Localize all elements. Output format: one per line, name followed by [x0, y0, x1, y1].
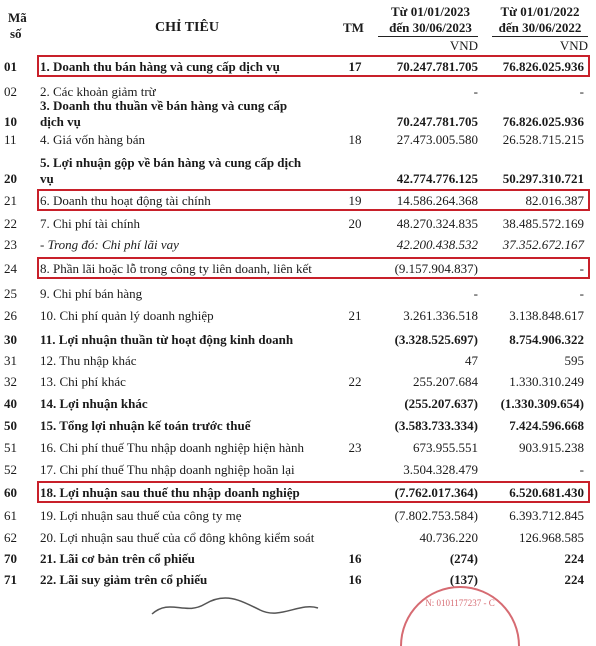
header-indicator: CHỈ TIÊU: [155, 20, 219, 35]
row-value-2023: 42.774.776.125: [396, 171, 478, 186]
row-value-2023: (274): [449, 551, 478, 566]
header-period1-line1: Từ 01/01/2023: [391, 4, 470, 19]
row-code: 30: [4, 332, 17, 347]
row-code: 60: [4, 485, 17, 500]
row-code: 32: [4, 374, 17, 389]
row-value-2023: 27.473.005.580: [396, 132, 478, 147]
highlight-box-24: [37, 257, 590, 279]
row-value-2022: -: [579, 84, 584, 99]
row-code: 10: [4, 114, 17, 129]
row-note: 20: [348, 216, 362, 231]
row-label: 6. Doanh thu hoạt động tài chính: [40, 193, 211, 208]
company-stamp: [400, 586, 520, 646]
row-value-2022: 50.297.310.721: [502, 171, 584, 186]
row-label: 15. Tổng lợi nhuận kế toán trước thuế: [40, 418, 251, 433]
row-code: 11: [4, 132, 17, 147]
row-value-2023: -: [473, 286, 478, 301]
row-value-2022: 82.016.387: [525, 193, 584, 208]
statement-row-31: [0, 350, 596, 370]
row-value-2023: 42.200.438.532: [396, 237, 478, 252]
row-value-2023: 70.247.781.705: [396, 59, 478, 74]
statement-row-40: [0, 393, 596, 415]
statement-row-70: [0, 548, 596, 568]
row-code: 71: [4, 572, 17, 587]
row-code: 26: [4, 308, 17, 323]
header-rule-1: [378, 36, 478, 37]
header-period2-line2: đến 30/06/2022: [498, 20, 582, 35]
statement-row-26: [0, 305, 596, 327]
row-value-2023: (3.328.525.697): [394, 332, 478, 347]
row-label: 2. Các khoản giảm trừ: [40, 84, 156, 99]
row-label: 12. Thu nhập khác: [40, 353, 137, 368]
row-value-2022: -: [579, 286, 584, 301]
row-value-2023: -: [473, 84, 478, 99]
row-note: 18: [348, 132, 362, 147]
row-label: 16. Chi phí thuế Thu nhập doanh nghiệp hiện hành: [40, 440, 305, 455]
row-value-2022: 1.330.310.249: [509, 374, 584, 389]
header-note: TM: [343, 20, 364, 35]
statement-row-71: [0, 569, 596, 591]
row-label: 3. Doanh thu thuần về bán hàng và cung cấp: [40, 98, 288, 113]
signature-scribble: [150, 596, 320, 616]
row-label: 11. Lợi nhuận thuần từ hoạt động kinh doanh: [40, 332, 294, 347]
row-value-2023: (3.583.733.334): [394, 418, 478, 433]
statement-row-51: [0, 437, 596, 459]
statement-row-61: [0, 505, 596, 527]
row-code: 20: [4, 171, 17, 186]
row-label-cont: vụ: [40, 171, 54, 186]
stamp-text: N: 0101177237 - C: [425, 598, 495, 608]
header-period1-line2: đến 30/06/2023: [389, 20, 472, 35]
row-code: 01: [4, 59, 17, 74]
row-value-2023: (7.762.017.364): [394, 485, 478, 500]
row-value-2022: 76.826.025.936: [502, 59, 584, 74]
row-value-2022: 37.352.672.167: [502, 237, 584, 252]
row-value-2022: -: [579, 261, 584, 276]
row-value-2023: 255.207.684: [413, 374, 478, 389]
row-value-2023: (9.157.904.837): [394, 261, 478, 276]
row-code: 51: [4, 440, 17, 455]
row-note: 16: [348, 551, 362, 566]
statement-row-30: [0, 329, 596, 351]
header-currency-2: VND: [559, 38, 588, 53]
row-label: 20. Lợi nhuận sau thuế của cổ đông không kiểm soát: [40, 530, 315, 545]
row-value-2023: (7.802.753.584): [394, 508, 478, 523]
statement-row-23: [0, 234, 596, 256]
row-value-2022: 3.138.848.617: [509, 308, 584, 323]
row-note: 17: [348, 59, 362, 74]
row-code: 21: [4, 193, 17, 208]
row-code: 22: [4, 216, 17, 231]
row-value-2023: 3.261.336.518: [403, 308, 478, 323]
row-value-2022: 7.424.596.668: [509, 418, 584, 433]
statement-row-32: [0, 371, 596, 391]
row-label: 5. Lợi nhuận gộp về bán hàng và cung cấp dịch: [40, 155, 302, 170]
row-value-2023: 673.955.551: [413, 440, 478, 455]
row-code: 02: [4, 84, 17, 99]
row-label: 19. Lợi nhuận sau thuế của công ty mẹ: [40, 508, 242, 523]
row-code: 61: [4, 508, 17, 523]
row-note: 16: [348, 572, 362, 587]
row-label: 7. Chi phí tài chính: [40, 216, 141, 231]
row-value-2022: 595: [564, 353, 584, 368]
header-rule-2: [492, 36, 588, 37]
statement-row-50: [0, 415, 596, 437]
highlight-box-21: [37, 189, 590, 211]
statement-row-10: [0, 100, 596, 128]
row-value-2022: -: [579, 462, 584, 477]
row-label: 18. Lợi nhuận sau thuế thu nhập doanh nghiệp: [40, 485, 300, 500]
statement-row-52: [0, 459, 596, 481]
row-code: 52: [4, 462, 17, 477]
row-code: 25: [4, 286, 17, 301]
row-value-2022: 38.485.572.169: [502, 216, 584, 231]
row-code: 24: [4, 261, 17, 276]
row-code: 23: [4, 237, 17, 252]
row-code: 40: [4, 396, 17, 411]
statement-row-25: [0, 283, 596, 303]
statement-row-11: [0, 129, 596, 151]
header-currency-1: VND: [449, 38, 478, 53]
row-code: 31: [4, 353, 17, 368]
row-label: 9. Chi phí bán hàng: [40, 286, 143, 301]
row-note: 19: [348, 193, 362, 208]
row-code: 70: [4, 551, 17, 566]
row-value-2022: 224: [564, 572, 584, 587]
row-label: - Trong đó: Chi phí lãi vay: [40, 237, 179, 252]
row-value-2022: (1.330.309.654): [500, 396, 584, 411]
row-value-2022: 76.826.025.936: [502, 114, 584, 129]
row-value-2023: 40.736.220: [419, 530, 478, 545]
row-note: 22: [348, 374, 362, 389]
row-code: 62: [4, 530, 17, 545]
row-label-cont: dịch vụ: [40, 114, 81, 129]
row-label: 8. Phần lãi hoặc lỗ trong công ty liên doanh, liên kết: [40, 261, 312, 276]
row-value-2022: 6.520.681.430: [509, 485, 584, 500]
row-value-2022: 224: [564, 551, 584, 566]
row-value-2023: 3.504.328.479: [403, 462, 478, 477]
statement-row-20: [0, 157, 596, 189]
row-label: 22. Lãi suy giảm trên cổ phiếu: [40, 572, 208, 587]
row-label: 14. Lợi nhuận khác: [40, 396, 148, 411]
row-note: 23: [348, 440, 362, 455]
row-value-2023: (137): [449, 572, 478, 587]
highlight-box-01: [37, 55, 590, 77]
row-value-2023: 14.586.264.368: [396, 193, 478, 208]
row-value-2022: 126.968.585: [519, 530, 584, 545]
header-period2-line1: Từ 01/01/2022: [500, 4, 580, 19]
row-note: 21: [348, 308, 362, 323]
row-value-2023: 48.270.324.835: [396, 216, 478, 231]
statement-row-62: [0, 527, 596, 549]
row-label: 13. Chi phí khác: [40, 374, 126, 389]
row-value-2022: 903.915.238: [519, 440, 584, 455]
header-code-label-1: Mã: [8, 10, 27, 25]
row-value-2023: 47: [465, 353, 478, 368]
row-value-2022: 6.393.712.845: [509, 508, 584, 523]
row-value-2023: 70.247.781.705: [396, 114, 478, 129]
row-value-2022: 8.754.906.322: [509, 332, 584, 347]
row-code: 50: [4, 418, 17, 433]
highlight-box-60: [37, 481, 590, 503]
header-code-label-2: số: [10, 26, 22, 41]
row-label: 4. Giá vốn hàng bán: [40, 132, 146, 147]
statement-row-22: [0, 213, 596, 233]
row-label: 21. Lãi cơ bản trên cổ phiếu: [40, 551, 195, 566]
row-value-2022: 26.528.715.215: [502, 132, 584, 147]
row-label: 10. Chi phí quản lý doanh nghiệp: [40, 308, 214, 323]
row-label: 17. Chi phí thuế Thu nhập doanh nghiệp hoãn lại: [40, 462, 295, 477]
row-label: 1. Doanh thu bán hàng và cung cấp dịch vụ: [40, 59, 280, 74]
row-value-2023: (255.207.637): [404, 396, 478, 411]
